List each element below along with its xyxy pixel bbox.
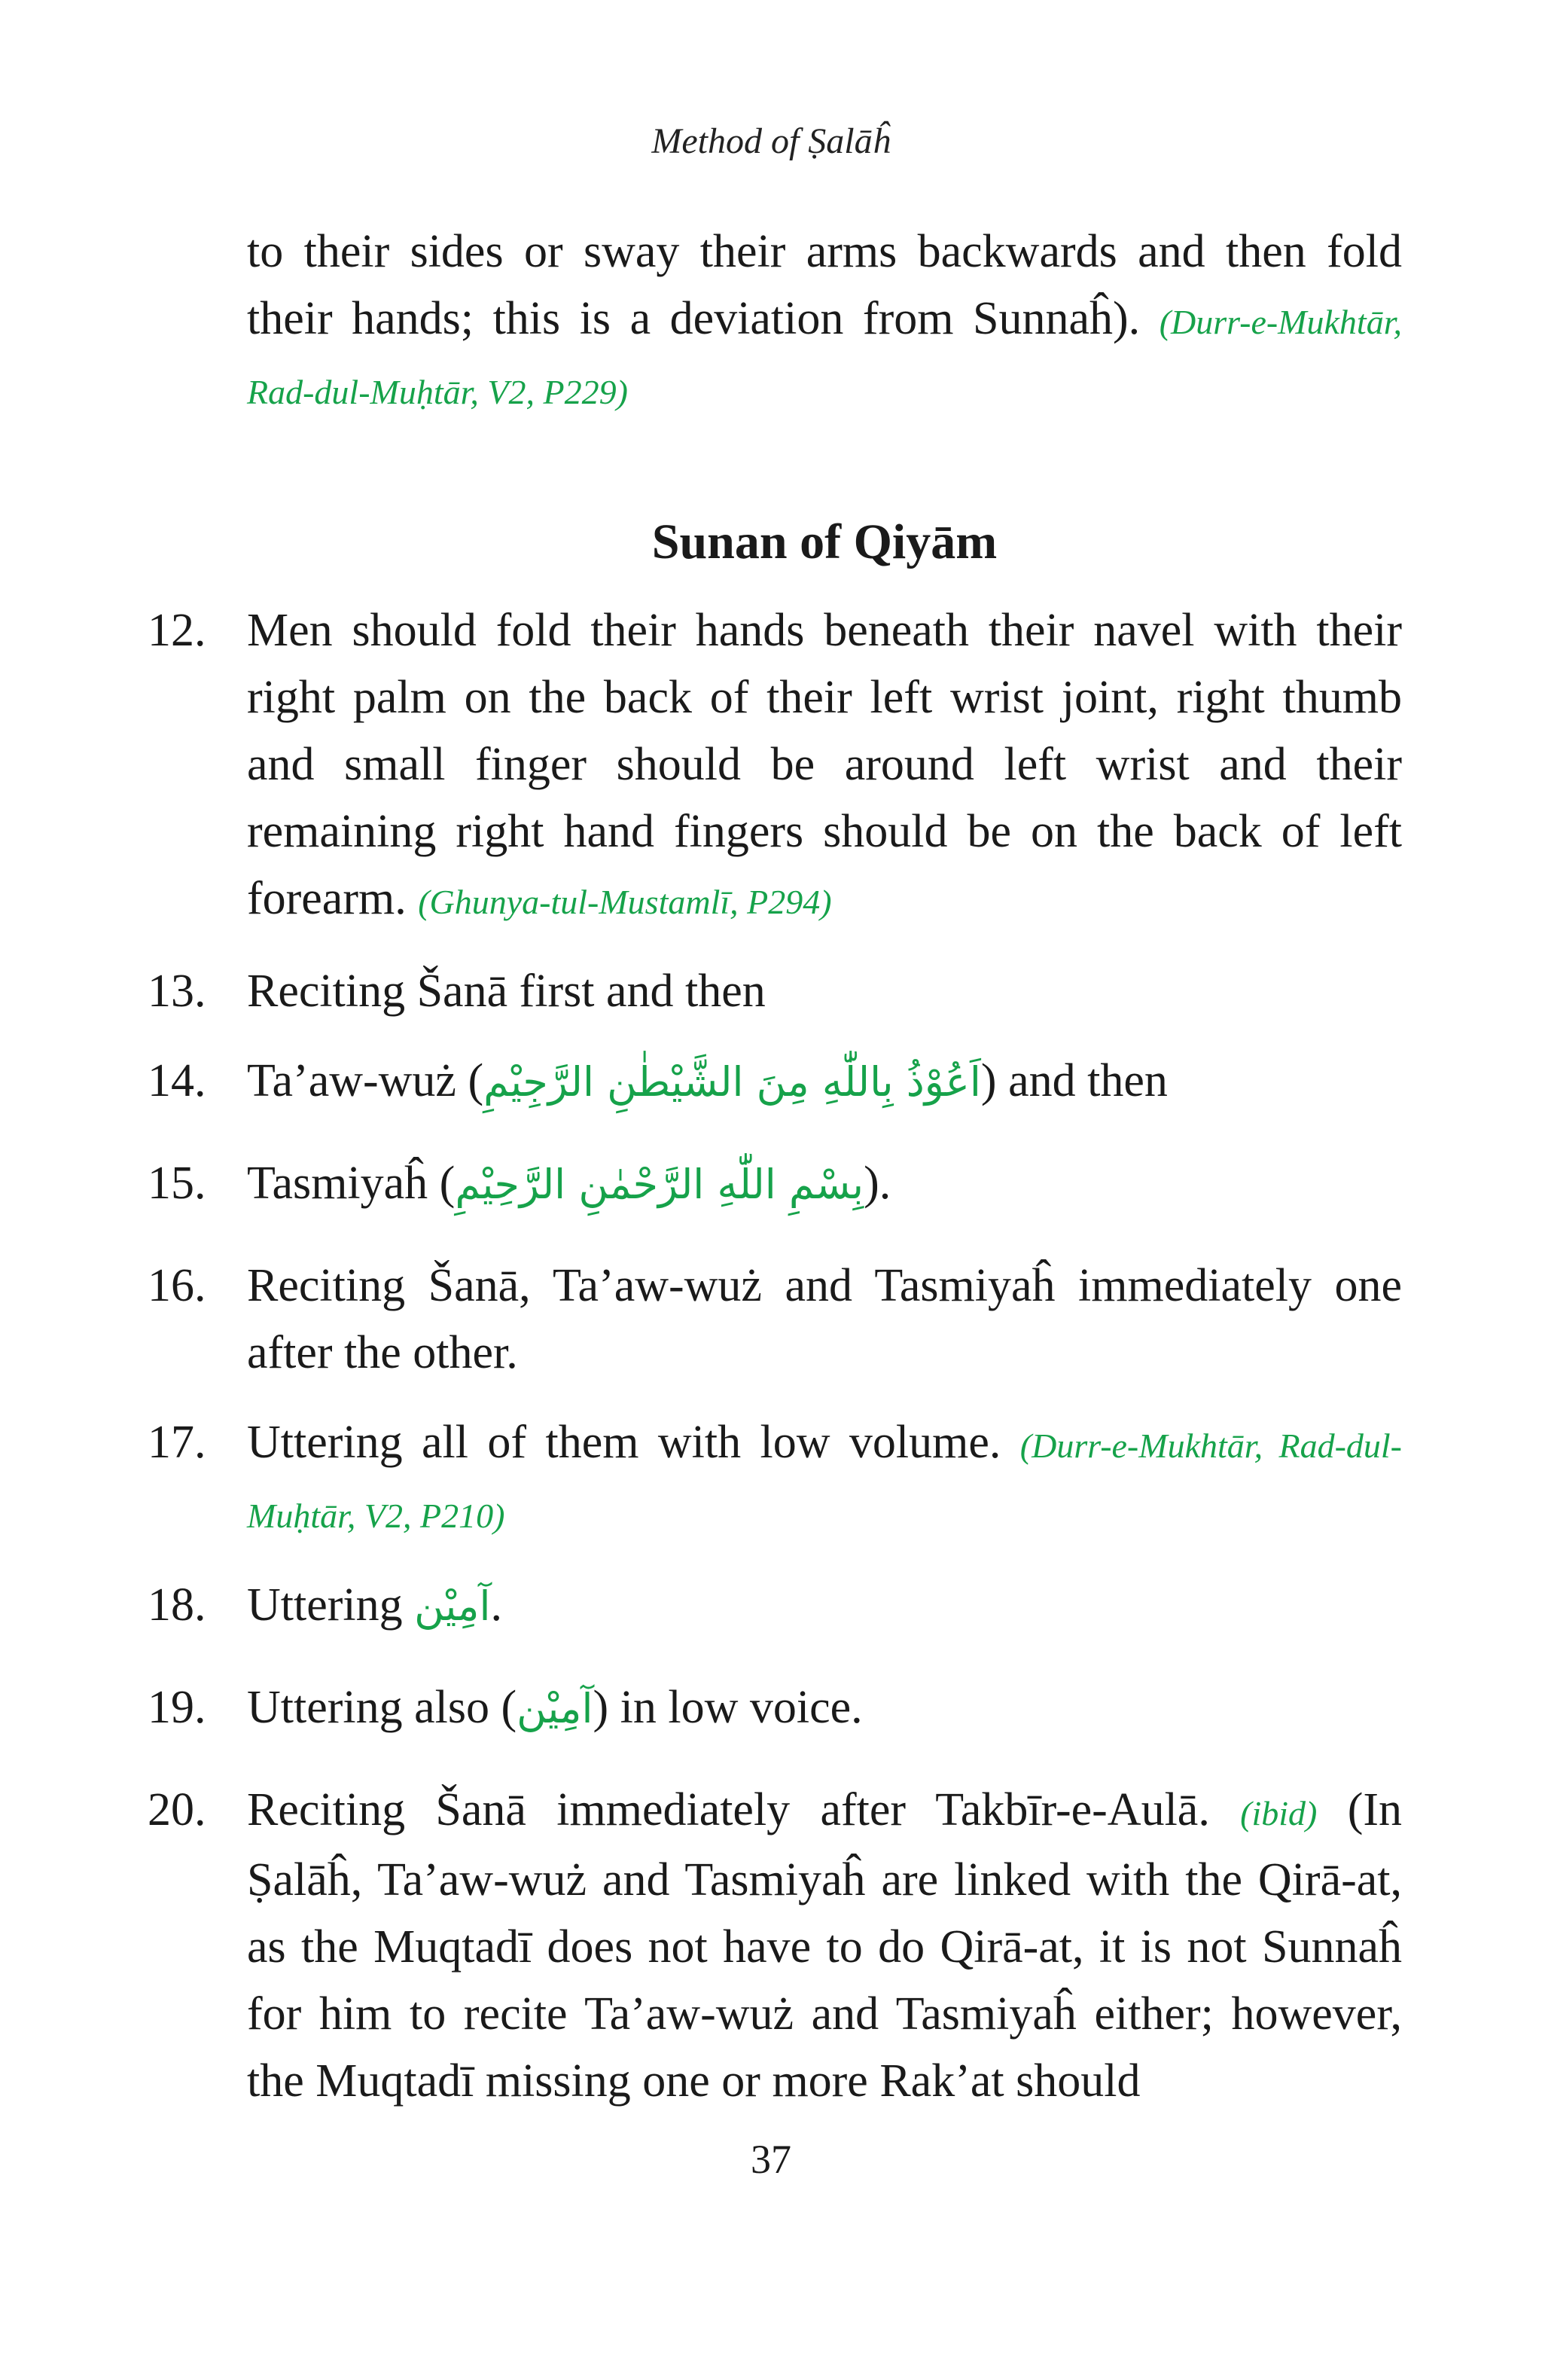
- item-text: Uttering all of them with low volume.: [247, 1417, 1001, 1468]
- list-item-13: [148, 958, 1402, 1025]
- item-text: Reciting Šanā, Ta’aw-wuż and Tasmiyaĥ immediately one after the other.: [247, 1260, 1402, 1378]
- arabic-taawwuz: اَعُوْذُ بِاللّٰهِ مِنَ الشَّيْطٰنِ الرَّجِيْمِ: [483, 1058, 981, 1106]
- page-body: [148, 218, 1403, 2137]
- list-item-16: [148, 1253, 1402, 1387]
- item-text-continued: (In Ṣalāĥ, Ta’aw-wuż and Tasmiyaĥ are linked with the Qirā-at, as the Muqtadī does not have to do Qirā-at, it is not Sunnaĥ for him to recite Ta’aw-wuż and Tasmiyaĥ either; however, the Muqtadī missing one or more Rak’at should: [247, 1784, 1403, 2107]
- item-text-after: ) and then: [980, 1055, 1168, 1106]
- item-text-before: Uttering: [247, 1579, 415, 1631]
- list-item-15: [148, 1150, 1402, 1218]
- arabic-tasmiyah: بِسْمِ اللّٰهِ الرَّحْمٰنِ الرَّحِيْمِ: [455, 1161, 864, 1208]
- item-number: 17.: [148, 1417, 206, 1468]
- item-reference: (Ghunya-tul-Mustamlī, P294): [418, 883, 832, 921]
- list-item-19: [148, 1674, 1402, 1742]
- item-reference: (Durr-e-Mukhtār, Rad-dul-Muḥtār, V2, P210): [247, 1426, 1402, 1535]
- list-item-18: [148, 1572, 1402, 1640]
- item-text-before: Ta’aw-wuż (: [247, 1055, 484, 1106]
- item-text: Reciting Šanā first and then: [247, 966, 766, 1017]
- item-number: 12.: [148, 605, 206, 656]
- item-number: 16.: [148, 1260, 206, 1311]
- list-item-17: [148, 1409, 1402, 1549]
- item-text-after: .: [490, 1579, 502, 1631]
- item-number: 15.: [148, 1158, 206, 1209]
- item-text: Men should fold their hands beneath their navel with their right palm on the back of their left wrist joint, right thumb and small finger should be around left wrist and their remaining right hand fingers should be on the back of left forearm.: [247, 605, 1402, 924]
- list-item-20: [148, 1777, 1403, 2115]
- item-text-after: ).: [864, 1158, 891, 1209]
- item-number: 14.: [148, 1055, 206, 1106]
- list-item-14: [148, 1048, 1402, 1115]
- section-heading: Sunan of Qiyām: [651, 514, 998, 569]
- item-text-before: Uttering also (: [247, 1682, 517, 1733]
- item-number: 19.: [148, 1682, 206, 1733]
- arabic-ameen: آمِيْن: [517, 1685, 593, 1732]
- intro-text: to their sides or sway their arms backwards and then fold their hands; this is a deviation from Sunnaĥ).: [247, 226, 1402, 344]
- intro-reference: (Durr-e-Mukhtār, Rad-dul-Muḥtār, V2, P229): [247, 303, 1402, 411]
- item-reference: (ibid): [1240, 1794, 1318, 1832]
- item-text: Reciting Šanā immediately after Takbīr-e-Aulā.: [247, 1784, 1210, 1835]
- arabic-ameen: آمِيْن: [414, 1582, 491, 1630]
- item-text-before: Tasmiyaĥ (: [247, 1158, 456, 1209]
- intro-paragraph: [247, 218, 1402, 426]
- item-number: 13.: [148, 966, 206, 1017]
- page-number: 37: [751, 2137, 791, 2182]
- item-number: 20.: [148, 1784, 206, 1835]
- item-text-after: ) in low voice.: [593, 1682, 863, 1733]
- list-item-12: [148, 597, 1402, 935]
- item-number: 18.: [148, 1579, 206, 1631]
- running-header: Method of Ṣalāĥ: [651, 121, 891, 161]
